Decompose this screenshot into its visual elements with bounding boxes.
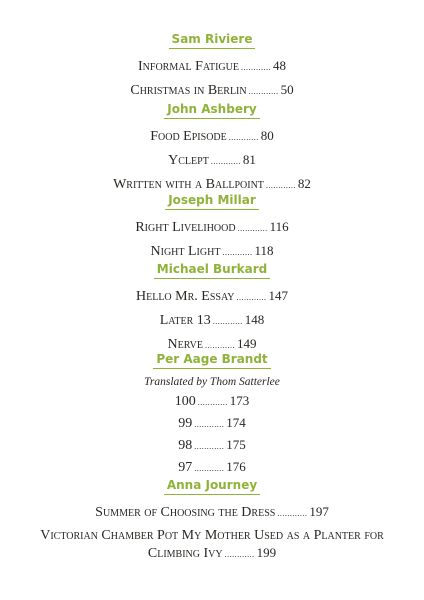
section-john-ashbery bbox=[0, 100, 424, 197]
section-per-aage-brandt bbox=[0, 350, 424, 479]
author-name: Sam Riviere bbox=[169, 32, 256, 49]
dot-leader: ............ bbox=[265, 181, 296, 190]
dot-leader: ............ bbox=[210, 157, 241, 166]
entry-title: Later 13 bbox=[159, 313, 211, 328]
entry-title: 98 bbox=[178, 438, 193, 453]
entry-title: Christmas in Berlin bbox=[130, 83, 247, 98]
entry-title: Nerve bbox=[167, 337, 203, 352]
section-sam-riviere bbox=[0, 30, 424, 103]
author-name: Joseph Millar bbox=[165, 193, 259, 210]
author-name: John Ashbery bbox=[164, 102, 259, 119]
entry-title: 99 bbox=[178, 416, 193, 431]
toc-entry bbox=[0, 413, 424, 435]
dot-leader: ............ bbox=[194, 442, 225, 451]
entry-page: 147 bbox=[268, 288, 288, 303]
entry-page: 173 bbox=[229, 393, 250, 408]
entry-page: 174 bbox=[226, 415, 246, 430]
entry-page: 176 bbox=[226, 459, 246, 474]
dot-leader: ............ bbox=[222, 248, 253, 257]
dot-leader: ............ bbox=[197, 398, 228, 407]
entry-title: Hello Mr. Essay bbox=[136, 289, 235, 304]
dot-leader: ............ bbox=[236, 293, 267, 302]
entry-title: Night Light bbox=[150, 244, 221, 259]
entry-title: Informal Fatigue bbox=[138, 59, 239, 74]
entry-page: 81 bbox=[242, 152, 256, 167]
entry-page: 199 bbox=[256, 545, 277, 560]
entry-page: 175 bbox=[226, 437, 246, 452]
toc-entry bbox=[0, 309, 424, 333]
dot-leader: ............ bbox=[194, 464, 225, 473]
entry-page: 48 bbox=[272, 58, 286, 73]
section-michael-burkard bbox=[0, 260, 424, 357]
toc-entry bbox=[0, 285, 424, 309]
entry-page: 148 bbox=[244, 312, 265, 327]
section-anna-journey bbox=[0, 476, 424, 563]
dot-leader: ............ bbox=[212, 317, 243, 326]
entry-title: Written with a Ballpoint bbox=[113, 177, 264, 192]
dot-leader: ............ bbox=[224, 550, 255, 559]
entry-page: 118 bbox=[254, 243, 274, 258]
dot-leader: ............ bbox=[277, 509, 308, 518]
entry-title: Summer of Choosing the Dress bbox=[95, 505, 276, 520]
author-name: Anna Journey bbox=[164, 478, 260, 495]
entry-title: Victorian Chamber Pot My Mother Used as a Planter for Climbing Ivy bbox=[40, 528, 384, 561]
entry-page: 197 bbox=[309, 504, 329, 519]
entry-title: Yclept bbox=[168, 153, 209, 168]
toc-entry bbox=[0, 216, 424, 240]
toc-entry bbox=[0, 125, 424, 149]
dot-leader: ............ bbox=[237, 224, 268, 233]
toc-entry bbox=[0, 435, 424, 457]
author-name: Michael Burkard bbox=[154, 262, 270, 279]
entry-title: Right Livelihood bbox=[135, 220, 236, 235]
translator-credit: Translated by Thom Satterlee bbox=[144, 376, 280, 388]
entry-page: 82 bbox=[297, 176, 311, 191]
entry-title: Food Episode bbox=[150, 129, 227, 144]
entry-page: 50 bbox=[280, 82, 294, 97]
toc-entry bbox=[0, 501, 424, 525]
entry-page: 80 bbox=[260, 128, 274, 143]
entry-page: 149 bbox=[236, 336, 257, 351]
entry-title: 97 bbox=[178, 460, 193, 475]
entry-title: 100 bbox=[174, 394, 196, 409]
dot-leader: ............ bbox=[194, 420, 225, 429]
author-name: Per Aage Brandt bbox=[153, 352, 270, 369]
section-joseph-millar bbox=[0, 191, 424, 264]
entry-page: 116 bbox=[269, 219, 289, 234]
dot-leader: ............ bbox=[228, 133, 259, 142]
dot-leader: ............ bbox=[204, 341, 235, 350]
dot-leader: ............ bbox=[248, 87, 279, 96]
toc-entry bbox=[0, 391, 424, 413]
toc-entry bbox=[0, 527, 424, 563]
toc-entry bbox=[0, 55, 424, 79]
toc-entry bbox=[0, 149, 424, 173]
dot-leader: ............ bbox=[240, 63, 271, 72]
